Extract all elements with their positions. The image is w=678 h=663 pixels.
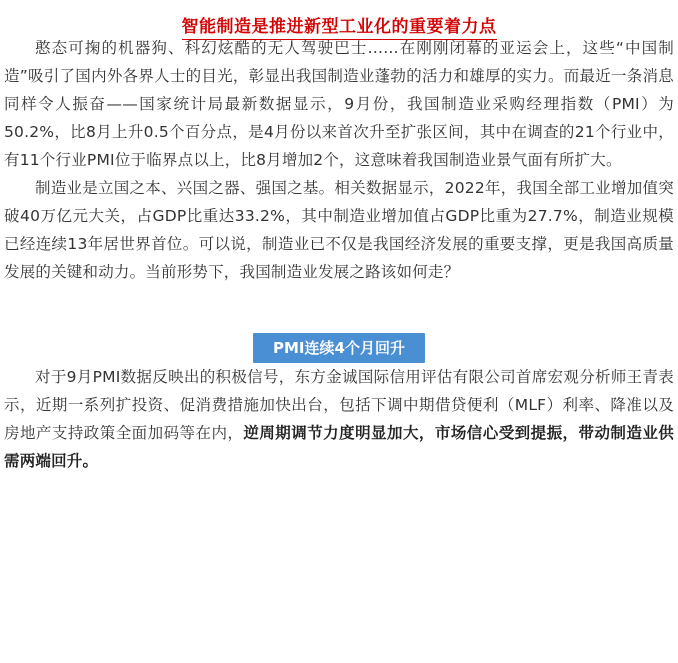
paragraph-pmi-text: 对于9月PMI数据反映出的积极信号，东方金诚国际信用评估有限公司首席宏观分析师王青表示，近期一系列扩投资、促消费措施加快出台，包括下调中期借贷便利（MLF）利率、降准以及房地产支持政策全面加码等在内， (4, 368, 674, 442)
paragraph-manufacturing: 制造业是立国之本、兴国之器、强国之基。相关数据显示，2022年，我国全部工业增加值突破40万亿元大关，占GDP比重达33.2%，其中制造业增加值占GDP比重为27.7%，制造业规模已经连续13年居世界首位。可以说，制造业已不仅是我国经济发展的重要支撑，更是我国高质量发展的关键和动力。当前形势下，我国制造业发展之路该如何走？ (4, 179, 674, 281)
paragraph-intro: 憨态可掬的机器狗、科幻炫酷的无人驾驶巴士……在刚刚闭幕的亚运会上，这些“中国制造”吸引了国内外各界人士的目光，彰显出我国制造业蓬勃的活力和雄厚的实力。而最近一条消息同样令人振奋——国家统计局最新数据显示，9月份，我国制造业采购经理指数（PMI）为50.2%，比8月上升0.5个百分点，是4月份以来首次升至扩张区间，其中在调查的21个行业中，有11个行业PMI位于临界点以上，比8月增加2个，这意味着我国制造业景气面有所扩大。 (4, 39, 674, 169)
title-container (4, 0, 674, 37)
section-heading-badge: PMI连续4个月回升 (253, 333, 425, 363)
paragraph-pmi (4, 363, 674, 475)
section-heading-container (4, 333, 674, 363)
paragraph-pmi-bold-text: 逆周期调节力度明显加大，市场信心受到提振，带动制造业供需两端回升。 (4, 424, 674, 470)
article-title: 智能制造是推进新型工业化的重要着力点 (182, 16, 497, 40)
